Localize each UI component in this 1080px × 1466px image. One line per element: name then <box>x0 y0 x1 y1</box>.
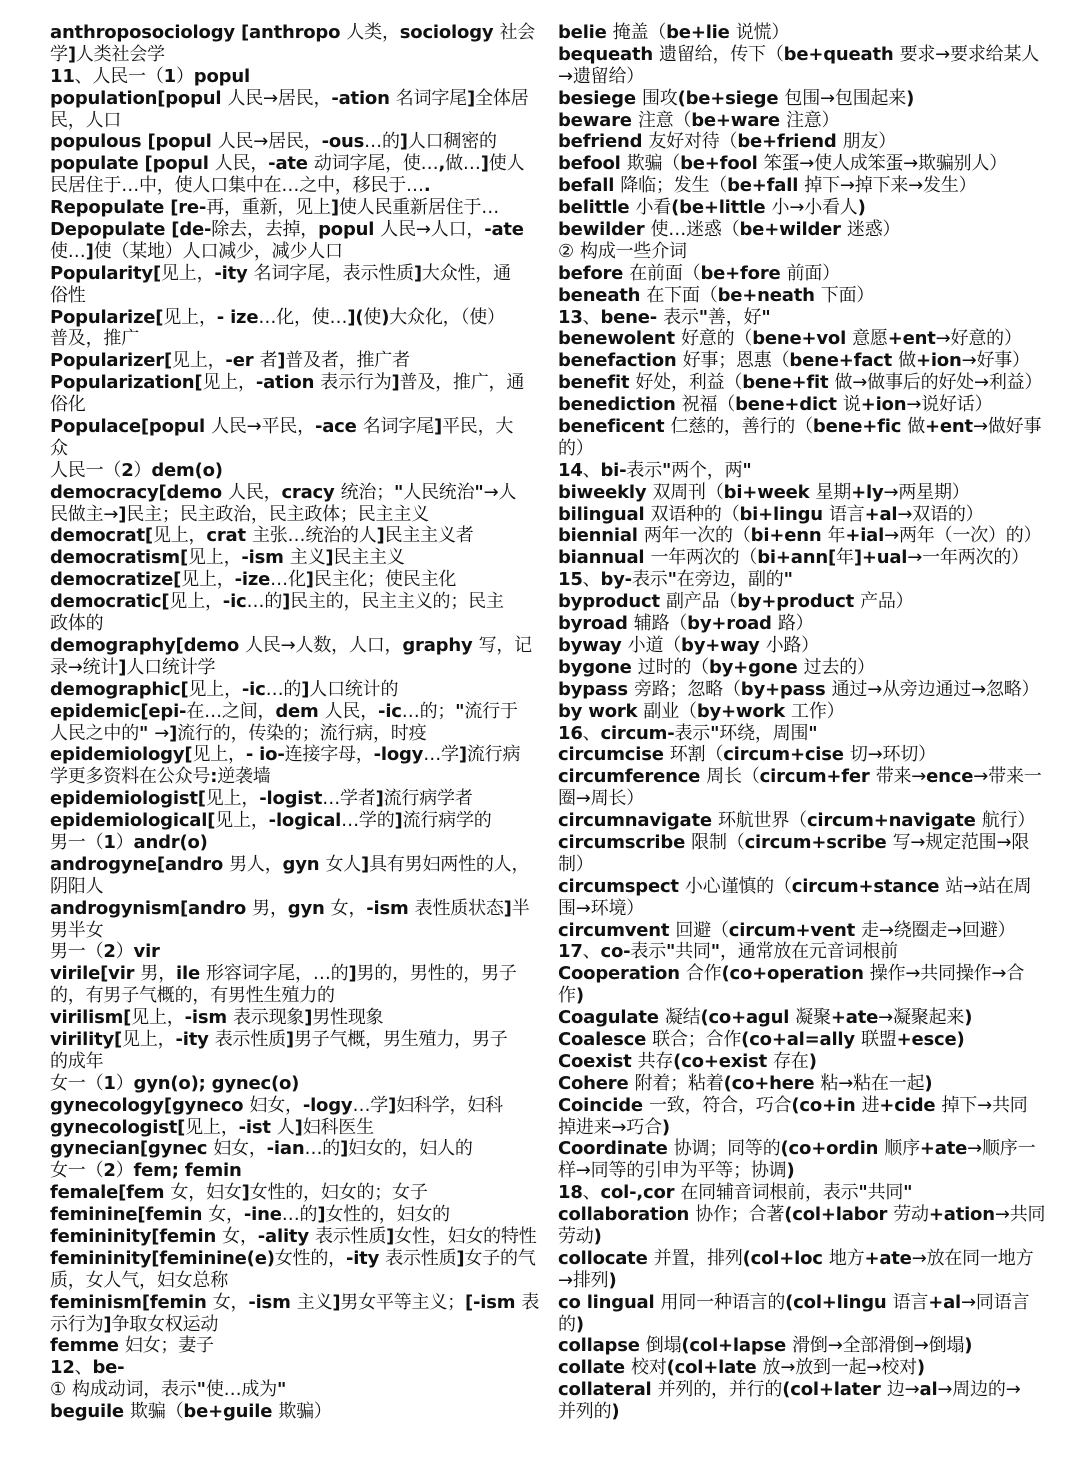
text-line: circumvent 回避（circum+vent 走→绕圈走→回避） <box>558 919 1016 941</box>
text-line: virility[见上，-ity 表示性质]男子气概，男生殖力，男子 <box>50 1028 508 1050</box>
text-line: Popularization[见上，-ation 表示行为]普及，推广，通 <box>50 372 525 394</box>
text-line: femme 妇女；妻子 <box>50 1335 214 1357</box>
text-line: beguile 欺骗（be+guile 欺骗） <box>50 1401 332 1423</box>
text-line: 圈→周长） <box>558 788 645 810</box>
text-line: collaboration 协作；合著(col+labor 劳动+ation→共同 <box>558 1204 1046 1226</box>
text-line: 掉进来→巧合) <box>558 1116 670 1138</box>
text-line: collocate 并置，排列(col+loc 地方+ate→放在同一地方 <box>558 1247 1034 1269</box>
text-line: populous [popul 人民→居民，-ous…的]人口稠密的 <box>50 131 497 153</box>
text-line: befool 欺骗（be+fool 笨蛋→使人成笨蛋→欺骗别人） <box>558 153 1008 175</box>
text-line: collapse 倒塌(col+lapse 滑倒→全部滑倒→倒塌) <box>558 1335 973 1357</box>
text-line: Popularity[见上，-ity 名词字尾，表示性质]大众性，通 <box>50 262 511 284</box>
text-line: 民做主→]民主；民主政治，民主政体；民主主义 <box>50 503 429 525</box>
text-line: Coagulate 凝结(co+agul 凝聚+ate→凝聚起来) <box>558 1007 973 1029</box>
text-line: befall 降临；发生（be+fall 掉下→掉下来→发生） <box>558 175 977 197</box>
text-line: 样→同等的引申为平等；协调) <box>558 1160 795 1182</box>
text-line: 录→统计]人口统计学 <box>50 656 216 678</box>
text-line: Cooperation 合作(co+operation 操作→共同操作→合 <box>558 963 1025 985</box>
text-line: epidemiologist[见上，-logist…学者]流行病学者 <box>50 788 473 810</box>
text-line: circumference 周长（circum+fer 带来→ence→带来一 <box>558 766 1042 788</box>
text-line: androgyne[andro 男人，gyn 女人]具有男妇两性的人， <box>50 853 530 875</box>
text-line: democrat[见上，crat 主张…统治的人]民主主义者 <box>50 525 474 547</box>
text-line: 制） <box>558 853 594 875</box>
text-line: 人民一（2）dem(o) <box>50 459 223 481</box>
text-line: ① 构成动词，表示"使…成为" <box>50 1379 287 1401</box>
text-line: virile[vir 男，ile 形容词字尾，…的]男的，男性的，男子 <box>50 963 517 985</box>
text-line: 16、circum-表示"环绕，周围" <box>558 722 818 744</box>
text-line: 学更多资料在公众号:逆袭墙 <box>50 766 271 788</box>
text-line: collateral 并列的，并行的(col+later 边→al→周边的→ <box>558 1379 1021 1401</box>
text-line: bygone 过时的（by+gone 过去的） <box>558 656 875 678</box>
text-line: 质，女人气，妇女总称 <box>50 1269 228 1291</box>
text-line: circumnavigate 环航世界（circum+navigate 航行） <box>558 810 1036 832</box>
text-line: 阴阳人 <box>50 875 104 897</box>
text-line: biweekly 双周刊（bi+week 星期+ly→两星期） <box>558 481 970 503</box>
text-line: 13、bene- 表示"善，好" <box>558 306 771 328</box>
text-line: bypass 旁路；忽略（by+pass 通过→从旁边通过→忽略） <box>558 678 1040 700</box>
text-line: 民，人口 <box>50 109 122 131</box>
text-line: anthroposociology [anthropo 人类，sociology 社会 <box>50 22 536 43</box>
text-line: 学]人类社会学 <box>50 43 165 65</box>
text-line: bequeath 遗留给，传下（be+queath 要求→要求给某人 <box>558 43 1040 65</box>
text-line: Cohere 附着；粘着(co+here 粘→粘在一起) <box>558 1072 933 1094</box>
text-line: 围→环境） <box>558 897 645 919</box>
right-column <box>558 22 1046 1423</box>
left-column <box>50 22 540 1423</box>
text-line: byway 小道（by+way 小路） <box>558 634 819 656</box>
text-line: benefit 好处，利益（bene+fit 做→做事后的好处→利益） <box>558 372 1043 394</box>
text-line: 男半女 <box>50 919 104 941</box>
text-line: byroad 辅路（by+road 路） <box>558 613 814 635</box>
text-line: benediction 祝福（bene+dict 说+ion→说好话） <box>558 394 993 416</box>
text-line: before 在前面（be+fore 前面） <box>558 262 840 284</box>
text-line: by work 副业（by+work 工作） <box>558 700 845 722</box>
text-line: 人民之中的" →]流行的，传染的；流行病，时疫 <box>50 722 427 744</box>
text-line: 14、bi-表示"两个，两" <box>558 459 752 481</box>
text-line: epidemiology[见上，- io-连接字母，-logy…学]流行病 <box>50 744 521 766</box>
text-line: gynecology[gyneco 妇女，-logy…学]妇科学，妇科 <box>50 1094 503 1116</box>
text-line: democracy[demo 人民，cracy 统治；"人民统治"→人 <box>50 481 517 503</box>
text-line: Coincide 一致，符合，巧合(co+in 进+cide 掉下→共同 <box>558 1094 1028 1116</box>
text-line: epidemic[epi-在…之间，dem 人民，-ic…的；"流行于 <box>50 700 518 722</box>
text-line: epidemiological[见上，-logical…学的]流行病学的 <box>50 810 492 832</box>
text-line: 18、col-,cor 在同辅音词根前，表示"共同" <box>558 1182 913 1204</box>
text-line: androgynism[andro 男，gyn 女，-ism 表性质状态]半 <box>50 897 530 919</box>
text-line: 示行为]争取女权运动 <box>50 1313 219 1335</box>
text-line: belie 掩盖（be+lie 说慌） <box>558 22 790 43</box>
text-line: biennial 两年一次的（bi+enn 年+ial→两年（一次）的） <box>558 525 1042 547</box>
text-line: population[popul 人民→居民，-ation 名词字尾]全体居 <box>50 87 529 109</box>
text-line: feminism[femin 女，-ism 主义]男女平等主义；[-ism 表 <box>50 1291 540 1313</box>
text-line: 的) <box>558 1313 584 1335</box>
text-line: 的，有男子气概的，有男性生殖力的 <box>50 985 335 1007</box>
text-line: benewolent 好意的（bene+vol 意愿+ent→好意的） <box>558 328 1022 350</box>
text-line: 作) <box>558 985 584 1007</box>
text-line: Coalesce 联合；合作(co+al=ally 联盟+esce) <box>558 1028 965 1050</box>
text-line: gynecian[gynec 妇女，-ian…的]妇女的，妇人的 <box>50 1138 473 1160</box>
text-line: collate 校对(col+late 放→放到一起→校对) <box>558 1357 925 1379</box>
text-line: 17、co-表示"共同"，通常放在元音词根前 <box>558 941 898 963</box>
text-line: 女一（2）fem; femin <box>50 1160 242 1182</box>
text-line: 普及，推广 <box>50 328 139 350</box>
text-line: female[fem 女，妇女]女性的，妇女的；女子 <box>50 1182 428 1204</box>
text-line: 男一（1）andr(o) <box>50 831 208 853</box>
text-line: 劳动) <box>558 1225 602 1247</box>
text-line: 15、by-表示"在旁边，副的" <box>558 569 793 591</box>
text-line: benefaction 好事；恩惠（bene+fact 做+ion→好事） <box>558 350 1030 372</box>
text-line: Coordinate 协调；同等的(co+ordin 顺序+ate→顺序一 <box>558 1138 1036 1160</box>
text-line: Popularizer[见上，-er 者]普及者，推广者 <box>50 350 410 372</box>
text-line: Populace[popul 人民→平民，-ace 名词字尾]平民，大 <box>50 416 514 438</box>
text-line: beware 注意（be+ware 注意） <box>558 109 840 131</box>
text-line: belittle 小看(be+little 小→小看人) <box>558 197 866 219</box>
text-line: 并列的) <box>558 1401 620 1423</box>
text-line: →排列) <box>558 1269 617 1291</box>
text-line: beneath 在下面（be+neath 下面） <box>558 284 875 306</box>
text-line: ② 构成一些介词 <box>558 240 687 262</box>
text-line: 民居住于…中，使人口集中在…之中，移民于…. <box>50 175 431 197</box>
text-line: demographic[见上，-ic…的]人口统计的 <box>50 678 399 700</box>
text-line: Repopulate [re-再，重新，见上]使人民重新居住于… <box>50 197 500 219</box>
text-line: circumspect 小心谨慎的（circum+stance 站→站在周 <box>558 875 1032 897</box>
text-line: besiege 围攻(be+siege 包围→包围起来) <box>558 87 915 109</box>
text-line: 众 <box>50 437 68 459</box>
text-line: gynecologist[见上，-ist 人]妇科医生 <box>50 1116 374 1138</box>
text-line: Depopulate [de-除去，去掉，popul 人民→人口，-ate <box>50 219 524 241</box>
text-line: democratic[见上，-ic…的]民主的，民主主义的；民主 <box>50 591 504 613</box>
text-line: →遗留给） <box>558 65 645 87</box>
text-line: democratize[见上，-ize…化]民主化；使民主化 <box>50 569 457 591</box>
text-line: bilingual 双语种的（bi+lingu 语言+al→双语的） <box>558 503 984 525</box>
text-line: 的成年 <box>50 1050 104 1072</box>
text-line: 11、人民一（1）popul <box>50 65 250 87</box>
text-line: 12、be- <box>50 1357 125 1379</box>
text-line: biannual 一年两次的（bi+ann[年]+ual→一年两次的） <box>558 547 1029 569</box>
text-line: femininity[femin 女，-ality 表示性质]女性，妇女的特性 <box>50 1225 537 1247</box>
text-line: 俗性 <box>50 284 86 306</box>
text-line: 女一（1）gyn(o); gynec(o) <box>50 1072 300 1094</box>
text-line: demography[demo 人民→人数，人口，graphy 写，记 <box>50 634 532 656</box>
text-line: populate [popul 人民，-ate 动词字尾，使…,做…]使人 <box>50 153 525 175</box>
text-line: beneficent 仁慈的，善行的（bene+fic 做+ent→做好事 <box>558 416 1042 438</box>
text-line: bewilder 使…迷惑（be+wilder 迷惑） <box>558 219 901 241</box>
text-line: circumcise 环割（circum+cise 切→环切） <box>558 744 936 766</box>
text-line: 使…]使（某地）人口减少，减少人口 <box>50 240 343 262</box>
text-line: virilism[见上，-ism 表示现象]男性现象 <box>50 1007 384 1029</box>
text-line: 政体的 <box>50 613 104 635</box>
text-line: 的） <box>558 437 594 459</box>
text-line: befriend 友好对待（be+friend 朋友） <box>558 131 896 153</box>
text-line: co lingual 用同一种语言的(col+lingu 语言+al→同语言 <box>558 1291 1030 1313</box>
text-line: circumscribe 限制（circum+scribe 写→规定范围→限 <box>558 831 1030 853</box>
text-line: femininity[feminine(e)女性的，-ity 表示性质]女子的气 <box>50 1247 536 1269</box>
text-line: Popularize[见上，- ize…化，使…](使)大众化，（使） <box>50 306 505 328</box>
text-line: democratism[见上，-ism 主义]民主主义 <box>50 547 405 569</box>
text-line: Coexist 共存(co+exist 存在) <box>558 1050 817 1072</box>
text-line: 男一（2）vir <box>50 941 160 963</box>
text-line: byproduct 副产品（by+product 产品） <box>558 591 914 613</box>
text-line: feminine[femin 女，-ine…的]女性的，妇女的 <box>50 1204 450 1226</box>
text-line: 俗化 <box>50 394 86 416</box>
